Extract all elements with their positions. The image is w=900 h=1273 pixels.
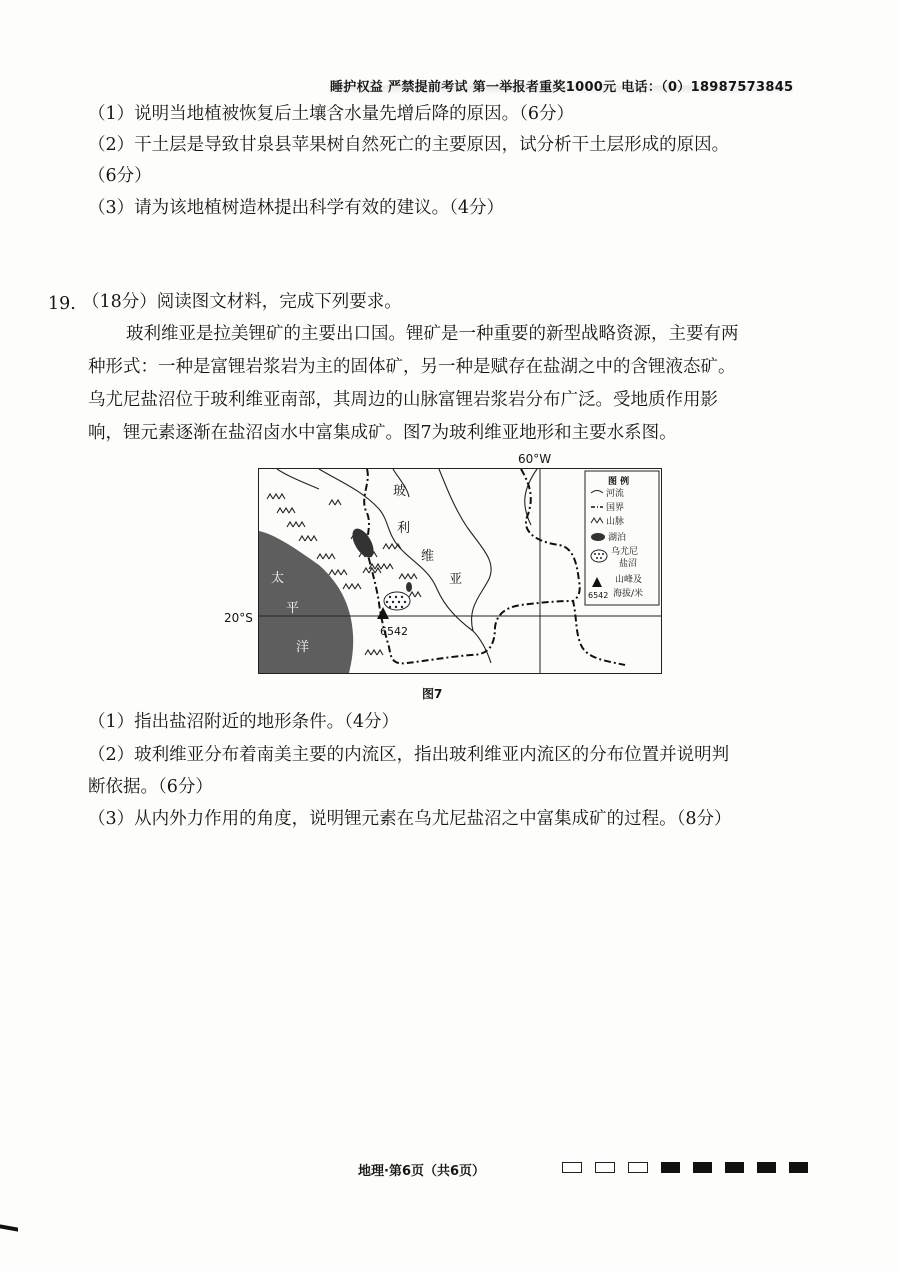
legend-river: 河流 — [606, 489, 625, 499]
footer-box-open — [562, 1162, 582, 1173]
legend-salt-flat-2: 盐沼 — [619, 559, 638, 569]
footer-box-open — [595, 1162, 615, 1173]
legend-title: 图 例 — [608, 477, 630, 487]
figure-caption: 图7 — [422, 687, 443, 701]
question-19-3: （3）从内外力作用的角度，说明锂元素在乌尤尼盐沼之中富集成矿的过程。（8分） — [88, 809, 732, 829]
legend-peak-1: 山峰及 — [615, 575, 643, 585]
footer-box-open — [628, 1162, 648, 1173]
question-18-3: （3）请为该地植树造林提出科学有效的建议。（4分） — [88, 198, 505, 218]
material-paragraph-line-3: 乌尤尼盐沼位于玻利维亚南部，其周边的山脉富锂岩浆岩分布广泛。受地质作用影 — [88, 390, 718, 410]
question-19-1: （1）指出盐沼附近的地形条件。（4分） — [88, 712, 400, 732]
question-19-2-cont: 断依据。（6分） — [88, 777, 213, 797]
question-18-2-score: （6分） — [88, 166, 152, 186]
question-18-1: （1）说明当地植被恢复后土壤含水量先增后降的原因。（6分） — [88, 104, 575, 124]
peak-triangle — [377, 607, 389, 619]
footer-box-filled — [661, 1162, 680, 1173]
material-paragraph-line-4: 响，锂元素逐渐在盐沼卤水中富集成矿。图7为玻利维亚地形和主要水系图。 — [88, 423, 677, 443]
legend-salt-flat-1: 乌尤尼 — [611, 547, 639, 557]
latitude-label: 20°S — [224, 611, 253, 625]
legend-salt-flat-symbol — [591, 550, 607, 562]
question-18-2: （2）干土层是导致甘泉县苹果树自然死亡的主要原因，试分析干土层形成的原因。 — [88, 135, 730, 155]
peak-elevation-label: 6542 — [380, 625, 408, 638]
country-char-4: 亚 — [449, 572, 463, 587]
ocean-char-2: 平 — [286, 601, 300, 616]
anti-cheating-header: 睡护权益 严禁提前考试 第一举报者重奖1000元 电话：（0）18987573845 — [330, 76, 793, 95]
legend-peak-num: 6542 — [588, 591, 609, 600]
material-paragraph-line-1: 玻利维亚是拉美锂矿的主要出口国。锂矿是一种重要的新型战略资源，主要有两 — [126, 324, 739, 344]
question-19-number: 19. — [48, 294, 76, 314]
page-footer: 地理·第6页（共6页） — [358, 1164, 486, 1179]
longitude-label: 60°W — [518, 452, 552, 466]
bolivia-map — [258, 468, 662, 674]
lake-poopo — [406, 582, 412, 592]
footer-box-filled — [789, 1162, 808, 1173]
legend-lake: 湖泊 — [608, 533, 627, 543]
country-char-1: 玻 — [393, 484, 407, 499]
map-legend — [585, 471, 659, 605]
legend-peak-2: 海拔/米 — [613, 589, 644, 599]
question-19-intro: （18分）阅读图文材料，完成下列要求。 — [82, 292, 402, 312]
country-char-3: 维 — [421, 549, 435, 564]
footer-box-filled — [693, 1162, 712, 1173]
footer-box-filled — [725, 1162, 744, 1173]
ocean-char-3: 洋 — [296, 640, 310, 655]
question-19-2: （2）玻利维亚分布着南美主要的内流区，指出玻利维亚内流区的分布位置并说明判 — [88, 745, 730, 765]
footer-box-row — [562, 1162, 808, 1173]
lake-titicaca — [348, 525, 378, 561]
material-paragraph-line-2: 种形式：一种是富锂岩浆岩为主的固体矿，另一种是赋存在盐湖之中的含锂液态矿。 — [88, 357, 736, 377]
legend-mountain: 山脉 — [606, 517, 625, 527]
ocean-char-1: 太 — [271, 571, 285, 586]
footer-box-filled — [757, 1162, 776, 1173]
legend-lake-symbol — [591, 533, 605, 541]
scan-corner-mark — [0, 1224, 18, 1231]
country-char-2: 利 — [397, 521, 411, 536]
legend-border: 国界 — [606, 503, 625, 513]
